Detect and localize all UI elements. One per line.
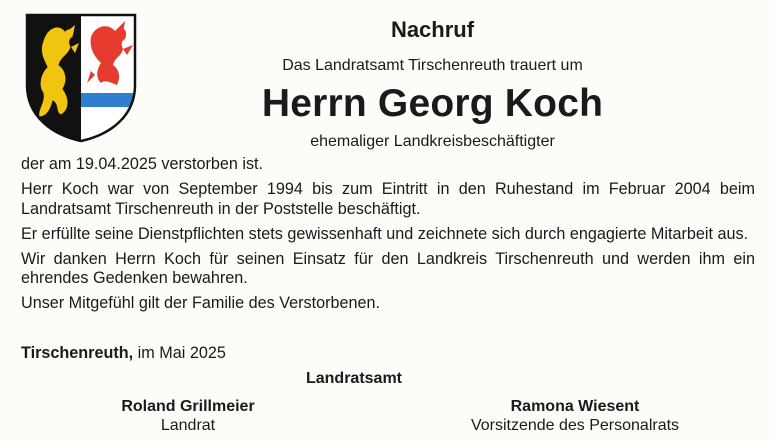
authority-name: Landratsamt bbox=[305, 370, 403, 387]
deceased-role: ehemaliger Landkreisbeschäftigter bbox=[310, 133, 555, 150]
signatory-name: Ramona Wiesent bbox=[510, 398, 640, 415]
paragraph-death-date: der am 19.04.2025 verstorben ist. bbox=[21, 155, 264, 173]
notice-intro: Das Landratsamt Tirschenreuth trauert um bbox=[282, 57, 583, 74]
paragraph-thanks: Wir danken Herrn Koch für seinen Einsatz für den Landkreis Tirschenreuth und werden ihm ein ehrendes Gedenken bewahren. bbox=[21, 249, 755, 287]
signatory-title: Vorsitzende des Personalrats bbox=[470, 417, 680, 434]
place-date bbox=[21, 344, 226, 363]
paragraph-employment: Herr Koch war von September 1994 bis zum Eintritt in den Ruhestand im Februar 2004 beim Landratsamt Tirschenreuth in der Poststelle beschäftigt. bbox=[21, 180, 755, 218]
paragraph-condolence: Unser Mitgefühl gilt der Familie des Verstorbenen. bbox=[21, 294, 380, 312]
signatory-name: Roland Grillmeier bbox=[121, 398, 255, 415]
paragraph-duties: Er erfüllte seine Dienstpflichten stets gewissenhaft und zeichnete sich durch engagierte Mitarbeit aus. bbox=[21, 224, 749, 243]
deceased-name: Herrn Georg Koch bbox=[261, 82, 604, 125]
place-name: Tirschenreuth, bbox=[21, 344, 134, 362]
notice-body bbox=[21, 155, 755, 319]
signatory-title: Landrat bbox=[160, 417, 216, 434]
notice-date: im Mai 2025 bbox=[133, 344, 226, 362]
coat-of-arms-icon bbox=[25, 13, 137, 143]
notice-title: Nachruf bbox=[390, 17, 475, 42]
signatory-left bbox=[88, 397, 288, 435]
signatory-right bbox=[440, 397, 710, 435]
